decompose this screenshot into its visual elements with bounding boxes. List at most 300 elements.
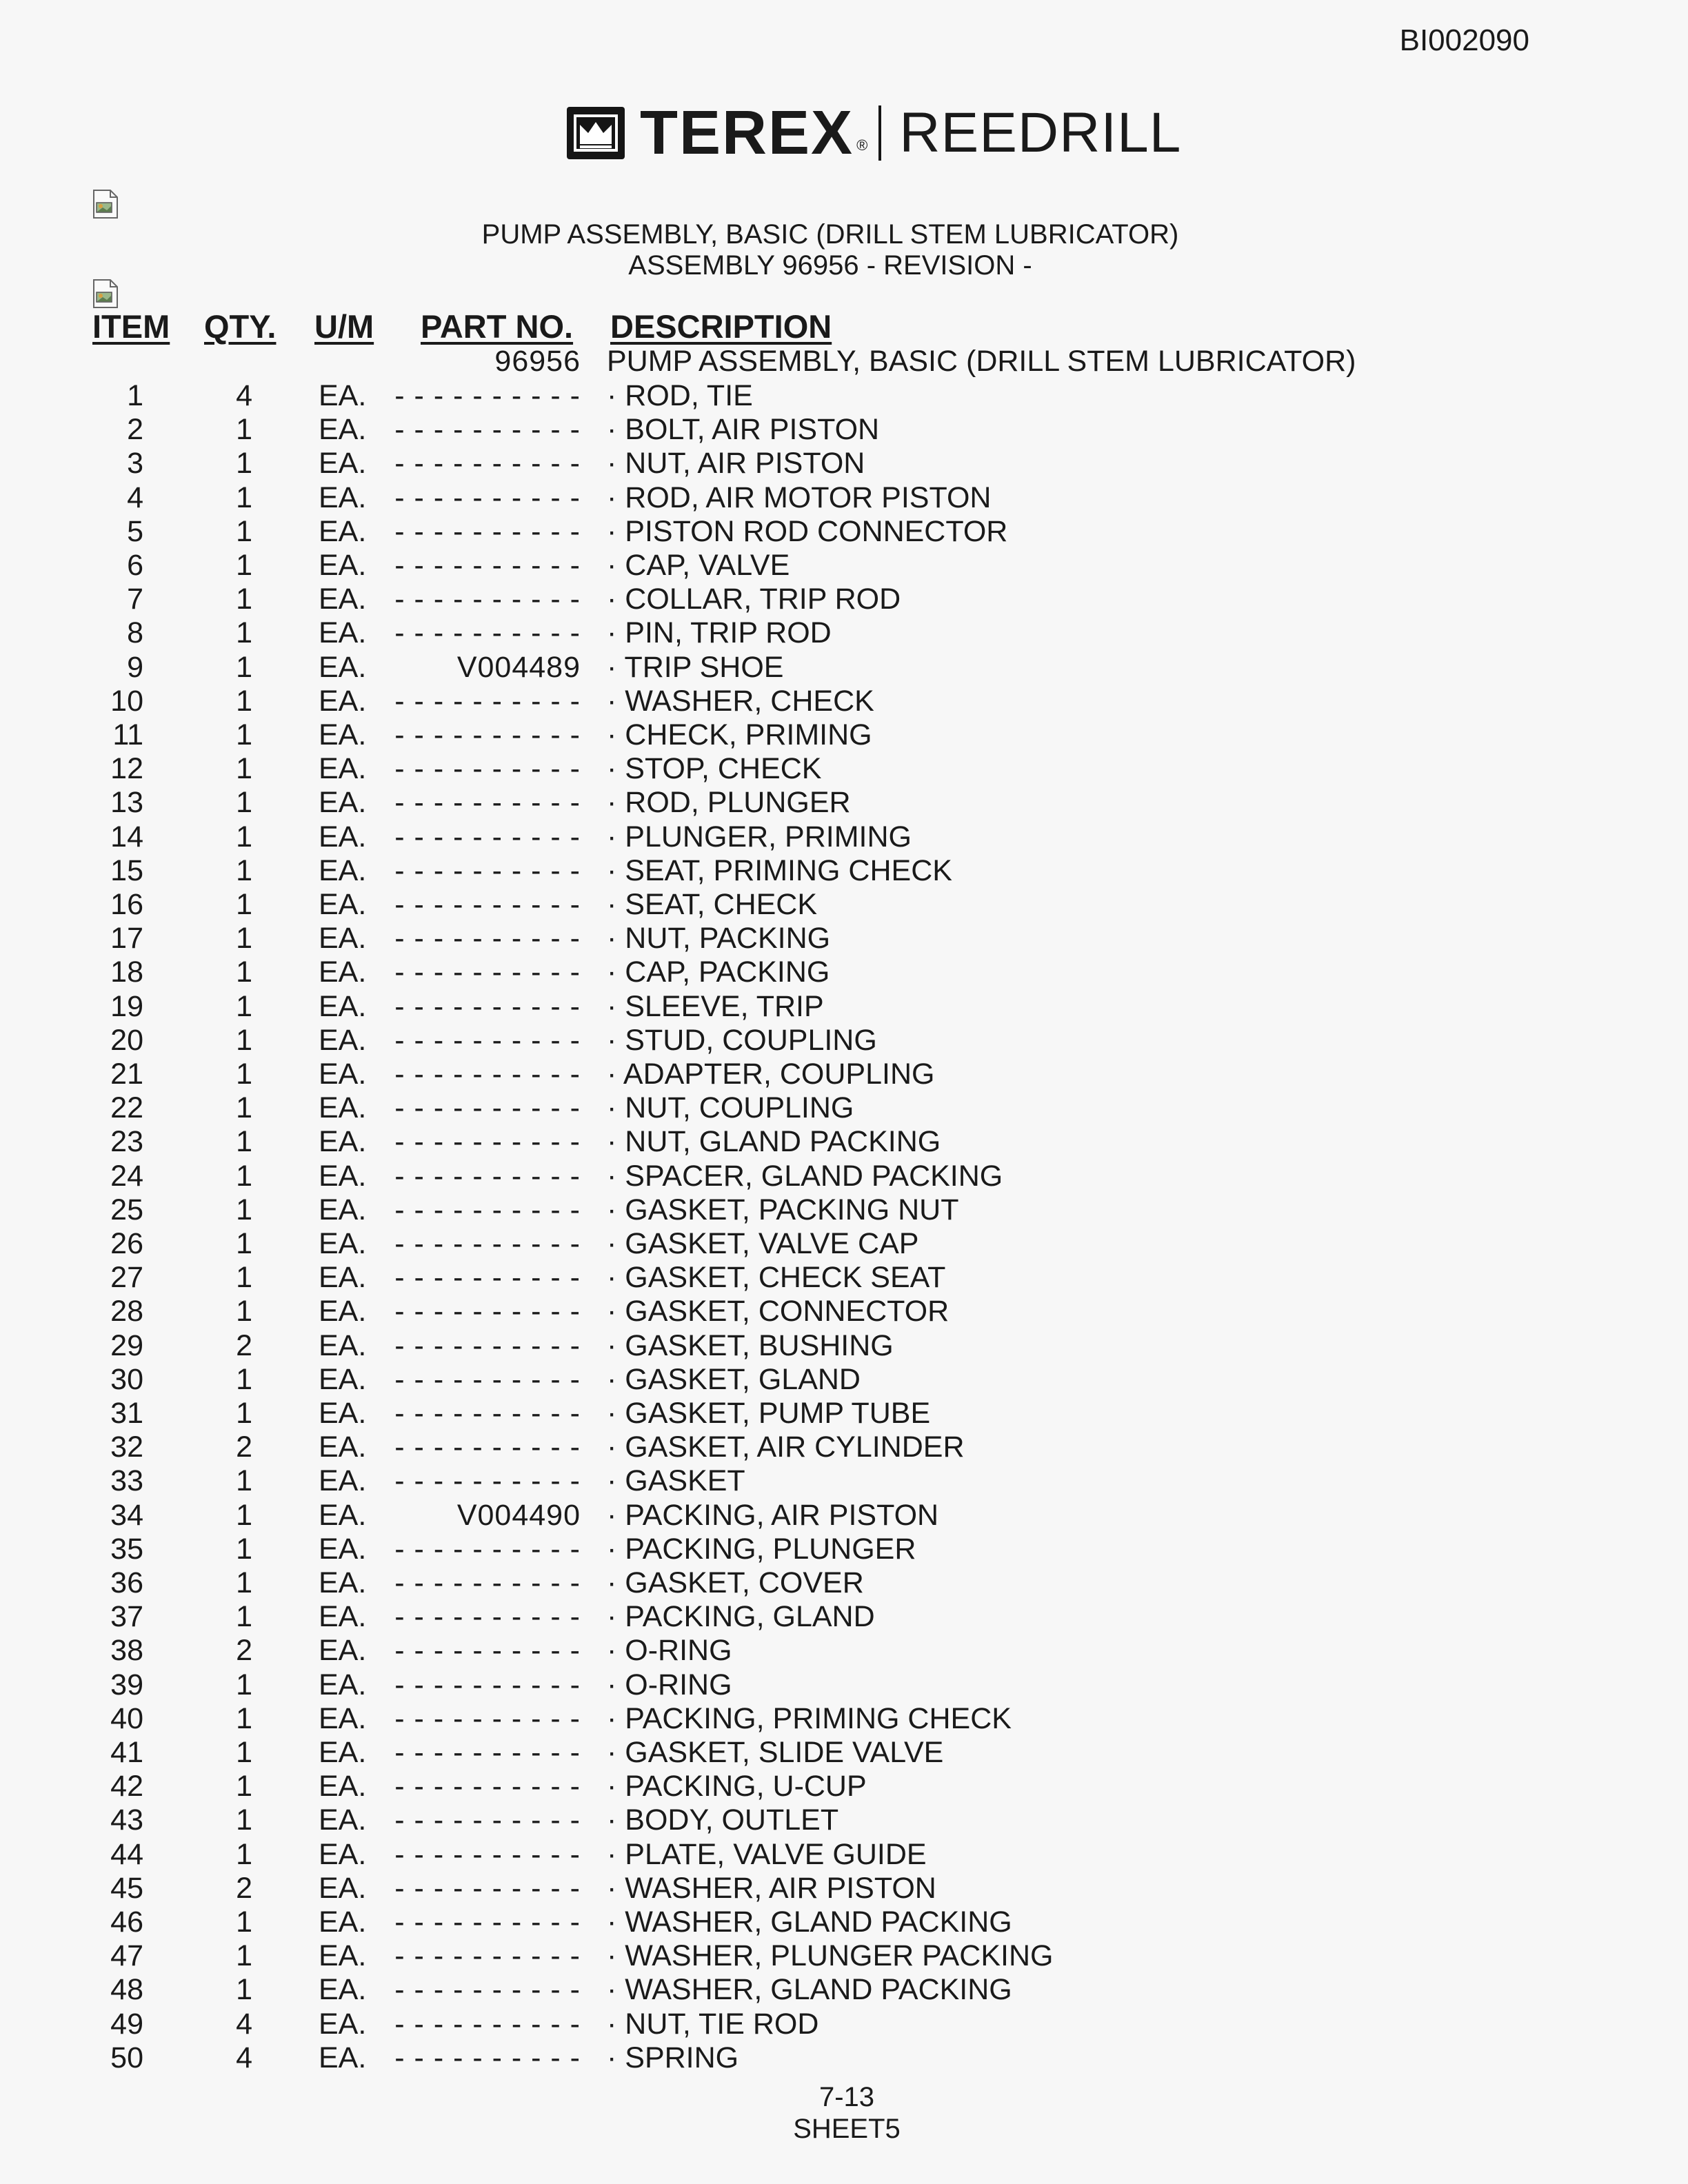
item-um: EA. (319, 1464, 367, 1498)
item-um: EA. (319, 379, 367, 412)
item-um: EA. (319, 820, 367, 853)
item-um: EA. (319, 1023, 367, 1057)
item-qty: 1 (236, 1668, 252, 1701)
item-part-no: - - - - - - - - - - (394, 853, 581, 887)
item-qty: 1 (236, 1736, 252, 1769)
table-row (0, 786, 1688, 820)
item-part-no: - - - - - - - - - - (394, 1803, 581, 1837)
item-um: EA. (319, 1091, 367, 1125)
item-description: · SPACER, GLAND PACKING (607, 1159, 1003, 1193)
item-um: EA. (319, 684, 367, 718)
item-description: · WASHER, GLAND PACKING (607, 1905, 1012, 1939)
item-part-no: - - - - - - - - - - (394, 1261, 581, 1295)
table-row (0, 651, 1688, 685)
item-description: · ROD, AIR MOTOR PISTON (607, 481, 992, 514)
item-qty: 1 (236, 1464, 252, 1498)
table-row (0, 1430, 1688, 1464)
item-number: 27 (110, 1261, 143, 1295)
item-part-no: - - - - - - - - - - (394, 1668, 581, 1701)
item-part-no: - - - - - - - - - - (394, 1227, 581, 1260)
column-header-description: DESCRIPTION (610, 308, 832, 345)
item-number: 26 (110, 1227, 143, 1260)
item-part-no: - - - - - - - - - - (394, 1871, 581, 1905)
table-row (0, 1193, 1688, 1227)
item-qty: 1 (236, 514, 252, 548)
item-description: · GASKET, CHECK SEAT (607, 1261, 946, 1295)
table-row (0, 1160, 1688, 1193)
item-part-no: - - - - - - - - - - (394, 1973, 581, 2007)
item-description: · PLUNGER, PRIMING (607, 820, 912, 853)
table-row (0, 888, 1688, 922)
item-um: EA. (319, 1058, 367, 1091)
table-row (0, 549, 1688, 583)
item-um: EA. (319, 718, 367, 751)
item-number: 49 (110, 2007, 143, 2041)
item-qty: 1 (236, 1973, 252, 2007)
item-part-no: - - - - - - - - - - (394, 447, 581, 481)
item-description: · SEAT, PRIMING CHECK (607, 853, 952, 887)
table-row (0, 854, 1688, 888)
item-qty: 1 (236, 1600, 252, 1634)
item-qty: 2 (236, 1634, 252, 1668)
item-part-no: V004489 (456, 650, 581, 684)
document-image-icon (92, 189, 119, 219)
table-row (0, 1125, 1688, 1159)
item-number: 39 (110, 1668, 143, 1701)
table-row (0, 1499, 1688, 1533)
table-row (0, 1397, 1688, 1430)
brand-sub: REEDRILL (899, 101, 1182, 164)
table-row (0, 752, 1688, 786)
item-qty: 1 (236, 718, 252, 751)
item-number: 38 (110, 1634, 143, 1668)
item-um: EA. (319, 1295, 367, 1328)
item-description: · WASHER, PLUNGER PACKING (607, 1939, 1054, 1973)
item-um: EA. (319, 1397, 367, 1430)
item-number: 11 (112, 718, 143, 751)
item-um: EA. (319, 2007, 367, 2041)
column-header-um: U/M (314, 308, 374, 345)
table-row (0, 685, 1688, 718)
item-description: · PACKING, AIR PISTON (607, 1498, 939, 1532)
assembly-row (0, 345, 1688, 378)
item-um: EA. (319, 1566, 367, 1599)
item-um: EA. (319, 888, 367, 921)
item-description: · GASKET, VALVE CAP (607, 1227, 919, 1260)
item-number: 48 (110, 1973, 143, 2007)
item-part-no: - - - - - - - - - - (394, 1634, 581, 1668)
item-qty: 1 (236, 1803, 252, 1837)
table-row (0, 2008, 1688, 2041)
column-header-part-no: PART NO. (421, 308, 574, 345)
item-number: 50 (110, 2041, 143, 2074)
item-qty: 1 (236, 786, 252, 820)
item-description: · GASKET, BUSHING (607, 1328, 894, 1362)
item-part-no: - - - - - - - - - - (394, 379, 581, 412)
item-part-no: - - - - - - - - - - (394, 2007, 581, 2041)
item-qty: 1 (236, 481, 252, 514)
item-number: 42 (110, 1770, 143, 1803)
item-qty: 1 (236, 1532, 252, 1566)
item-um: EA. (319, 786, 367, 820)
item-um: EA. (319, 1328, 367, 1362)
item-part-no: - - - - - - - - - - (394, 481, 581, 514)
table-row (0, 1736, 1688, 1770)
document-title: PUMP ASSEMBLY, BASIC (DRILL STEM LUBRICATOR) (481, 219, 1179, 250)
item-number: 9 (127, 650, 143, 684)
item-part-no: - - - - - - - - - - (394, 1566, 581, 1599)
item-number: 30 (110, 1362, 143, 1396)
item-number: 5 (127, 514, 143, 548)
item-part-no: - - - - - - - - - - (394, 1464, 581, 1498)
table-row (0, 1872, 1688, 1905)
item-part-no: - - - - - - - - - - (394, 514, 581, 548)
item-qty: 1 (236, 1159, 252, 1193)
item-number: 4 (127, 481, 143, 514)
item-um: EA. (319, 1905, 367, 1939)
item-part-no: - - - - - - - - - - (394, 1770, 581, 1803)
item-description: · GASKET, COVER (607, 1566, 864, 1599)
item-qty: 1 (236, 853, 252, 887)
table-row (0, 2041, 1688, 2075)
item-description: · ROD, TIE (607, 379, 753, 412)
item-qty: 1 (236, 1023, 252, 1057)
item-description: · WASHER, AIR PISTON (607, 1871, 936, 1905)
item-um: EA. (319, 1837, 367, 1871)
item-number: 14 (110, 820, 143, 853)
item-number: 37 (110, 1600, 143, 1634)
table-row (0, 1363, 1688, 1397)
item-qty: 1 (236, 1770, 252, 1803)
item-qty: 1 (236, 956, 252, 989)
item-um: EA. (319, 956, 367, 989)
item-qty: 1 (236, 820, 252, 853)
item-um: EA. (319, 1430, 367, 1464)
table-row (0, 1261, 1688, 1295)
item-qty: 2 (236, 1871, 252, 1905)
item-qty: 1 (236, 1498, 252, 1532)
crown-logo-icon (567, 107, 625, 159)
item-number: 8 (127, 616, 143, 650)
item-number: 34 (110, 1498, 143, 1532)
item-um: EA. (319, 853, 367, 887)
item-part-no: - - - - - - - - - - (394, 1397, 581, 1430)
item-qty: 1 (236, 1701, 252, 1735)
item-um: EA. (319, 1634, 367, 1668)
item-qty: 1 (236, 413, 252, 447)
item-um: EA. (319, 1600, 367, 1634)
item-um: EA. (319, 1973, 367, 2007)
item-description: · SEAT, CHECK (607, 888, 818, 921)
item-part-no: - - - - - - - - - - (394, 1362, 581, 1396)
table-row (0, 447, 1688, 481)
assembly-part-no: 96956 (494, 345, 581, 378)
document-image-icon (92, 279, 119, 309)
registered-mark: ® (856, 136, 868, 154)
item-qty: 4 (236, 2041, 252, 2074)
item-description: · GASKET (607, 1464, 745, 1498)
table-row (0, 1702, 1688, 1736)
item-number: 22 (110, 1091, 143, 1125)
table-row (0, 718, 1688, 752)
item-um: EA. (319, 1261, 367, 1295)
item-um: EA. (319, 752, 367, 786)
table-row (0, 1566, 1688, 1600)
item-qty: 1 (236, 1905, 252, 1939)
column-header-item: ITEM (92, 308, 170, 345)
item-um: EA. (319, 549, 367, 582)
table-row (0, 616, 1688, 650)
item-number: 19 (110, 989, 143, 1023)
item-part-no: - - - - - - - - - - (394, 888, 581, 921)
item-qty: 1 (236, 1397, 252, 1430)
item-qty: 1 (236, 650, 252, 684)
item-number: 35 (110, 1532, 143, 1566)
item-number: 24 (110, 1159, 143, 1193)
item-description: · NUT, COUPLING (607, 1091, 854, 1125)
item-part-no: - - - - - - - - - - (394, 1532, 581, 1566)
item-qty: 4 (236, 2007, 252, 2041)
item-number: 28 (110, 1295, 143, 1328)
item-part-no: - - - - - - - - - - (394, 1837, 581, 1871)
table-row (0, 1600, 1688, 1634)
terex-reedrill-logo (567, 99, 1182, 168)
table-row (0, 956, 1688, 989)
table-row (0, 481, 1688, 515)
item-qty: 1 (236, 549, 252, 582)
item-qty: 1 (236, 1091, 252, 1125)
item-part-no: - - - - - - - - - - (394, 2041, 581, 2074)
item-part-no: - - - - - - - - - - (394, 1058, 581, 1091)
item-description: · GASKET, CONNECTOR (607, 1295, 950, 1328)
item-description: · CAP, VALVE (607, 549, 790, 582)
item-part-no: - - - - - - - - - - (394, 1159, 581, 1193)
item-qty: 1 (236, 616, 252, 650)
item-um: EA. (319, 1668, 367, 1701)
item-um: EA. (319, 447, 367, 481)
item-part-no: - - - - - - - - - - (394, 989, 581, 1023)
item-description: · SLEEVE, TRIP (607, 989, 824, 1023)
item-part-no: - - - - - - - - - - (394, 1905, 581, 1939)
item-number: 1 (127, 379, 143, 412)
item-qty: 1 (236, 583, 252, 616)
item-part-no: - - - - - - - - - - (394, 1193, 581, 1226)
table-row (0, 1227, 1688, 1261)
table-row (0, 1838, 1688, 1872)
table-row (0, 1668, 1688, 1702)
item-qty: 1 (236, 1295, 252, 1328)
table-row (0, 1295, 1688, 1328)
item-description: · NUT, GLAND PACKING (607, 1125, 941, 1159)
item-description: · NUT, AIR PISTON (607, 447, 865, 481)
item-description: · STOP, CHECK (607, 752, 822, 786)
item-um: EA. (319, 583, 367, 616)
item-description: · CHECK, PRIMING (607, 718, 872, 751)
item-description: · CAP, PACKING (607, 956, 830, 989)
item-number: 16 (110, 888, 143, 921)
page-number: 7-13 (818, 2082, 875, 2112)
brand-name: TEREX (640, 99, 854, 168)
item-number: 7 (127, 583, 143, 616)
column-header-qty: QTY. (204, 308, 277, 345)
item-part-no: - - - - - - - - - - (394, 413, 581, 447)
item-number: 17 (110, 922, 143, 956)
item-part-no: - - - - - - - - - - (394, 1600, 581, 1634)
table-row (0, 1329, 1688, 1363)
item-um: EA. (319, 922, 367, 956)
item-um: EA. (319, 1939, 367, 1973)
item-um: EA. (319, 989, 367, 1023)
table-row (0, 1091, 1688, 1125)
item-number: 20 (110, 1023, 143, 1057)
table-row (0, 1770, 1688, 1803)
item-qty: 1 (236, 1939, 252, 1973)
item-um: EA. (319, 413, 367, 447)
item-part-no: - - - - - - - - - - (394, 1023, 581, 1057)
item-number: 44 (110, 1837, 143, 1871)
item-um: EA. (319, 1125, 367, 1159)
item-description: · PACKING, GLAND (607, 1600, 875, 1634)
item-description: · ROD, PLUNGER (607, 786, 851, 820)
item-number: 47 (110, 1939, 143, 1973)
item-qty: 1 (236, 1837, 252, 1871)
item-um: EA. (319, 514, 367, 548)
item-um: EA. (319, 1770, 367, 1803)
item-number: 40 (110, 1701, 143, 1735)
item-description: · PIN, TRIP ROD (607, 616, 832, 650)
item-um: EA. (319, 1498, 367, 1532)
item-qty: 1 (236, 888, 252, 921)
item-qty: 1 (236, 1193, 252, 1226)
item-description: · PACKING, PRIMING CHECK (607, 1701, 1012, 1735)
item-description: · GASKET, GLAND (607, 1362, 861, 1396)
table-row (0, 413, 1688, 447)
assembly-description: PUMP ASSEMBLY, BASIC (DRILL STEM LUBRICATOR) (607, 345, 1356, 378)
item-description: · PACKING, U-CUP (607, 1770, 867, 1803)
item-um: EA. (319, 1701, 367, 1735)
item-description: · NUT, TIE ROD (607, 2007, 819, 2041)
item-qty: 2 (236, 1328, 252, 1362)
item-description: · O-RING (607, 1668, 732, 1701)
item-qty: 4 (236, 379, 252, 412)
table-row (0, 922, 1688, 956)
item-part-no: - - - - - - - - - - (394, 1091, 581, 1125)
table-row (0, 990, 1688, 1024)
item-description: · PISTON ROD CONNECTOR (607, 514, 1008, 548)
item-number: 15 (110, 853, 143, 887)
item-number: 3 (127, 447, 143, 481)
item-part-no: - - - - - - - - - - (394, 684, 581, 718)
table-row (0, 379, 1688, 413)
item-part-no: - - - - - - - - - - (394, 1701, 581, 1735)
document-subtitle: ASSEMBLY 96956 - REVISION - (628, 250, 1032, 281)
item-number: 32 (110, 1430, 143, 1464)
item-qty: 1 (236, 684, 252, 718)
item-part-no: - - - - - - - - - - (394, 820, 581, 853)
item-number: 18 (110, 956, 143, 989)
item-qty: 1 (236, 1058, 252, 1091)
item-part-no: - - - - - - - - - - (394, 1736, 581, 1769)
item-description: · GASKET, SLIDE VALVE (607, 1736, 944, 1769)
item-part-no: - - - - - - - - - - (394, 718, 581, 751)
item-um: EA. (319, 1227, 367, 1260)
table-row (0, 515, 1688, 549)
item-um: EA. (319, 616, 367, 650)
item-description: · ADAPTER, COUPLING (607, 1058, 935, 1091)
item-um: EA. (319, 2041, 367, 2074)
item-description: · WASHER, CHECK (607, 684, 874, 718)
item-part-no: - - - - - - - - - - (394, 1430, 581, 1464)
item-part-no: - - - - - - - - - - (394, 549, 581, 582)
item-description: · PLATE, VALVE GUIDE (607, 1837, 927, 1871)
item-description: · PACKING, PLUNGER (607, 1532, 916, 1566)
item-um: EA. (319, 1736, 367, 1769)
item-number: 21 (110, 1058, 143, 1091)
item-part-no: - - - - - - - - - - (394, 922, 581, 956)
item-description: · BOLT, AIR PISTON (607, 413, 880, 447)
table-row (0, 1024, 1688, 1058)
table-row (0, 1973, 1688, 2007)
item-part-no: - - - - - - - - - - (394, 1295, 581, 1328)
item-qty: 1 (236, 922, 252, 956)
item-description: · STUD, COUPLING (607, 1023, 877, 1057)
item-description: · O-RING (607, 1634, 732, 1668)
item-part-no: - - - - - - - - - - (394, 1328, 581, 1362)
item-number: 6 (127, 549, 143, 582)
item-qty: 1 (236, 752, 252, 786)
item-part-no: - - - - - - - - - - (394, 1939, 581, 1973)
item-number: 13 (110, 786, 143, 820)
item-um: EA. (319, 650, 367, 684)
sheet-label: SHEET5 (793, 2114, 901, 2144)
item-qty: 1 (236, 989, 252, 1023)
table-row (0, 1533, 1688, 1566)
item-number: 29 (110, 1328, 143, 1362)
item-part-no: V004490 (456, 1498, 581, 1532)
logo-divider (878, 105, 881, 161)
item-part-no: - - - - - - - - - - (394, 752, 581, 786)
item-number: 43 (110, 1803, 143, 1837)
item-number: 45 (110, 1871, 143, 1905)
item-description: · GASKET, PUMP TUBE (607, 1397, 931, 1430)
table-row (0, 1634, 1688, 1668)
item-um: EA. (319, 481, 367, 514)
table-row (0, 583, 1688, 616)
item-qty: 1 (236, 1227, 252, 1260)
item-part-no: - - - - - - - - - - (394, 956, 581, 989)
item-um: EA. (319, 1193, 367, 1226)
item-qty: 1 (236, 1125, 252, 1159)
item-number: 41 (110, 1736, 143, 1769)
item-number: 36 (110, 1566, 143, 1599)
item-description: · WASHER, GLAND PACKING (607, 1973, 1012, 2007)
item-number: 10 (110, 684, 143, 718)
table-row (0, 820, 1688, 854)
table-row (0, 1939, 1688, 1973)
item-number: 12 (110, 752, 143, 786)
item-qty: 1 (236, 1566, 252, 1599)
item-number: 31 (110, 1397, 143, 1430)
item-um: EA. (319, 1803, 367, 1837)
item-description: · GASKET, PACKING NUT (607, 1193, 959, 1226)
table-row (0, 1058, 1688, 1091)
item-um: EA. (319, 1362, 367, 1396)
item-number: 2 (127, 413, 143, 447)
item-qty: 2 (236, 1430, 252, 1464)
item-part-no: - - - - - - - - - - (394, 786, 581, 820)
item-part-no: - - - - - - - - - - (394, 583, 581, 616)
item-description: · SPRING (607, 2041, 739, 2074)
